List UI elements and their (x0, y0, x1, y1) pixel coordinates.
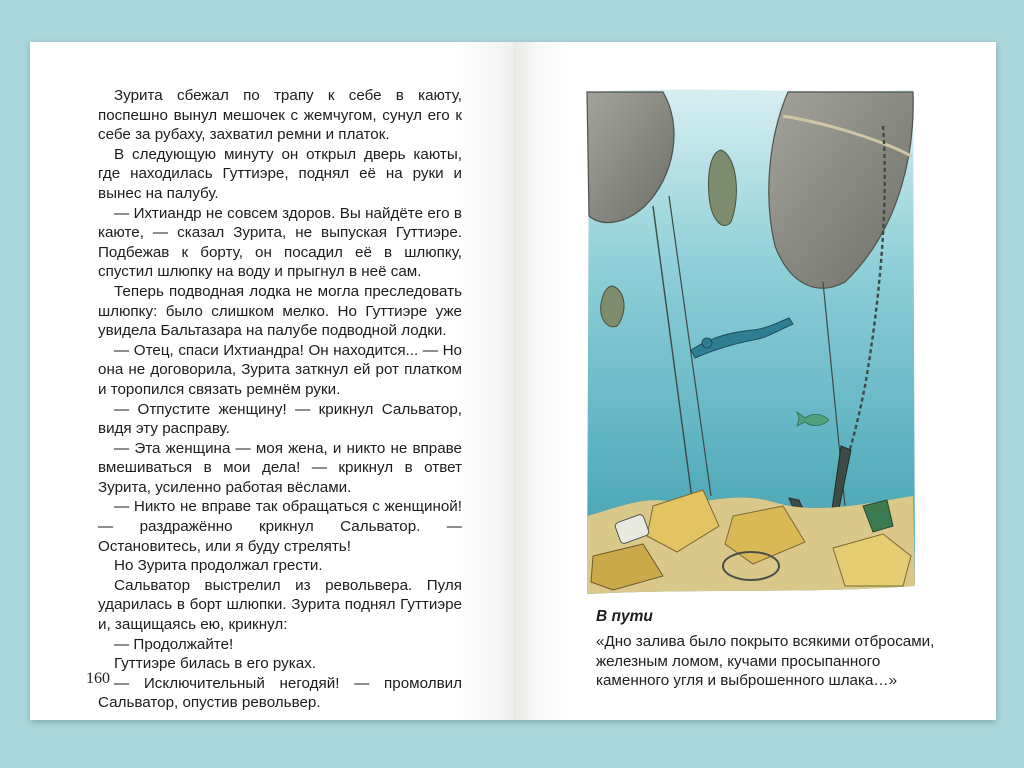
underwater-illustration (583, 86, 917, 598)
paragraph: — Отец, спаси Ихтиандра! Он находится... — Но она не договорила, Зурита заткнул ей рот платком и торопился связать ремнём руки. (98, 341, 462, 398)
paragraph: — Исключительный негодяй! — промолвил Сальватор, опустив револьвер. (98, 674, 462, 712)
right-page (513, 42, 996, 720)
open-book (30, 42, 996, 720)
paragraph: Сальватор выстрелил из револьвера. Пуля ударилась в борт шлюпки. Зурита поднял Гуттиэре и, защищаясь ею, крикнул: (98, 576, 462, 634)
paragraph: — Продолжайте! (114, 635, 234, 653)
oar-small (601, 286, 624, 327)
page-number: 160 (86, 670, 110, 687)
paragraph: В следующую минуту он открыл дверь каюты, где находилась Гуттиэре, поднял её на руки и вынес на палубу. (98, 145, 462, 202)
paragraph: Зурита сбежал по трапу к себе в каюту, поспешно вынул мешочек с жемчугом, сунул его к себе за рубаху, захватил ремни и платок. (98, 87, 462, 144)
paragraph: — Ихтиандр не совсем здоров. Вы найдёте его в каюте, — сказал Зурита, не выпуская Гуттиэре. Подбежав к борту, он посадил её в шлюпку, спустил шлюпку на воду и прыгнул в неё сам. (98, 204, 462, 281)
paragraph: Но Зурита продолжал грести. (114, 557, 323, 575)
paragraph: — Эта женщина — моя жена, и никто не вправе вмешиваться в мои дела! — крикнул в ответ Зурита, усиленно работая вёслами. (98, 439, 462, 496)
paragraph: — Отпустите женщину! — крикнул Сальватор, видя эту расправу. (98, 400, 462, 438)
diver-head (702, 338, 712, 348)
paragraph: — Никто не вправе так обращаться с женщиной! — раздражённо крикнул Сальватор. — Остановитесь, или я буду стрелять! (98, 498, 462, 555)
illustration-caption-quote: «Дно залива было покрыто всякими отбросами, железным ломом, кучами просыпанного каменного угля и выброшенного шлака…» (596, 633, 935, 690)
left-page (30, 42, 513, 720)
paragraph: Гуттиэре билась в его руках. (114, 655, 316, 673)
story-text (98, 86, 462, 713)
paragraph: Теперь подводная лодка не могла преследовать шлюпку: было слишком мелко. Но Гуттиэре уже увидела Бальтазара на палубе подводной лодки. (98, 282, 462, 340)
illustration-caption-title: В пути (596, 608, 653, 625)
